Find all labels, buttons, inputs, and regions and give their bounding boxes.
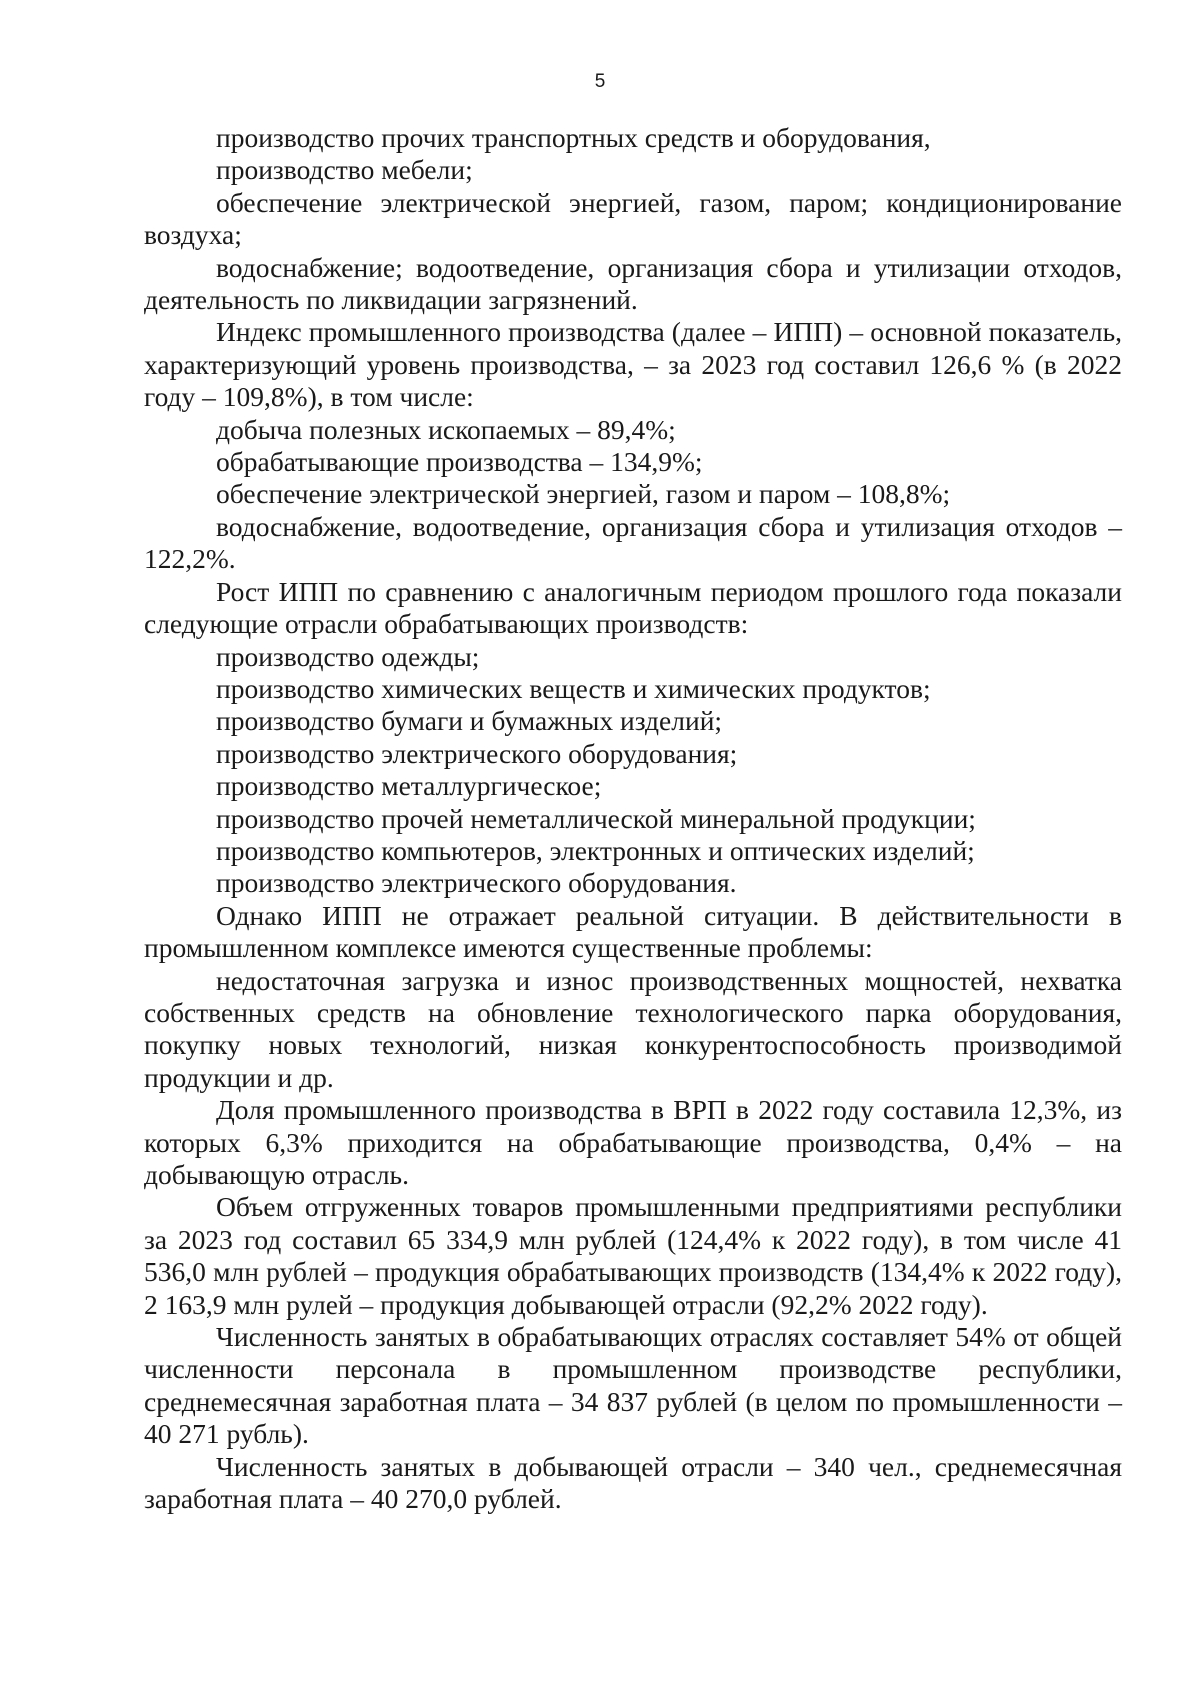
paragraph-mining-employment: Численность занятых в добывающей отрасли – 340 чел., среднемесячная заработная плата – 40 270,0 рублей. — [144, 1450, 1122, 1515]
list-item-clothing: производство одежды; — [216, 640, 480, 672]
list-item-manufacturing: обрабатывающие производства – 134,9%; — [216, 446, 703, 478]
paragraph-grp-share: Доля промышленного производства в ВРП в 2022 году составила 12,3%, из которых 6,3% приходится на обрабатывающие производства, 0,4% – на добывающую отрасль. — [144, 1094, 1122, 1190]
list-item-electricity-supply: обеспечение электрической энергией, газом, паром; кондиционирование воздуха; — [144, 186, 1122, 251]
list-item-mineral-products: производство прочей неметаллической минеральной продукции; — [216, 802, 976, 834]
list-item-metallurgy: производство металлургическое; — [216, 770, 602, 802]
list-item-energy: обеспечение электрической энергией, газом и паром – 108,8%; — [216, 478, 951, 510]
list-item-computers: производство компьютеров, электронных и оптических изделий; — [216, 834, 975, 866]
list-item-electrical-equipment-2: производство электрического оборудования. — [216, 867, 737, 899]
paragraph-ipp-growth: Рост ИПП по сравнению с аналогичным периодом прошлого года показали следующие отрасли обрабатывающих производств: — [144, 575, 1122, 640]
list-item-furniture: производство мебели; — [216, 154, 473, 186]
paragraph-shipped-goods: Объем отгруженных товаров промышленными предприятиями республики за 2023 год составил 65 334,9 млн рублей (124,4% к 2022 году), в том числе 41 536,0 млн рублей – продукция обрабатывающих производств (134,4% к 2022 году), 2 163,9 млн рулей – продукция добывающей отрасли (92,2% 2022 году). — [144, 1191, 1122, 1320]
list-item-water-supply: водоснабжение; водоотведение, организация сбора и утилизации отходов, деятельность по ликвидации загрязнений. — [144, 251, 1122, 316]
list-item-mining: добыча полезных ископаемых – 89,4%; — [216, 413, 676, 445]
paragraph-ipp-index: Индекс промышленного производства (далее – ИПП) – основной показатель, характеризующий уровень производства, – за 2023 год составил 126,6 % (в 2022 году – 109,8%), в том числе: — [144, 316, 1122, 413]
document-body — [144, 122, 1122, 1515]
list-item-electrical-equipment: производство электрического оборудования; — [216, 737, 738, 769]
list-item-paper: производство бумаги и бумажных изделий; — [216, 705, 723, 737]
list-item-water-waste: водоснабжение, водоотведение, организация сбора и утилизация отходов – 122,2%. — [144, 510, 1122, 575]
list-item-chemicals: производство химических веществ и химических продуктов; — [216, 672, 931, 704]
paragraph-capacity-issues: недостаточная загрузка и износ производственных мощностей, нехватка собственных средств на обновление технологического парка оборудования, покупку новых технологий, низкая конкурентоспособность производимой продукции и др. — [144, 964, 1122, 1093]
list-item-other-transport: производство прочих транспортных средств и оборудования, — [216, 122, 931, 153]
paragraph-manufacturing-employment: Численность занятых в обрабатывающих отраслях составляет 54% от общей численности персонала в промышленном производстве республики, среднемесячная заработная плата – 34 837 рублей (в целом по промышленности – 40 271 рубль). — [144, 1321, 1122, 1450]
paragraph-ipp-problems: Однако ИПП не отражает реальной ситуации. В действительности в промышленном комплексе имеются существенные проблемы: — [144, 899, 1122, 964]
page-number: 5 — [594, 71, 606, 92]
